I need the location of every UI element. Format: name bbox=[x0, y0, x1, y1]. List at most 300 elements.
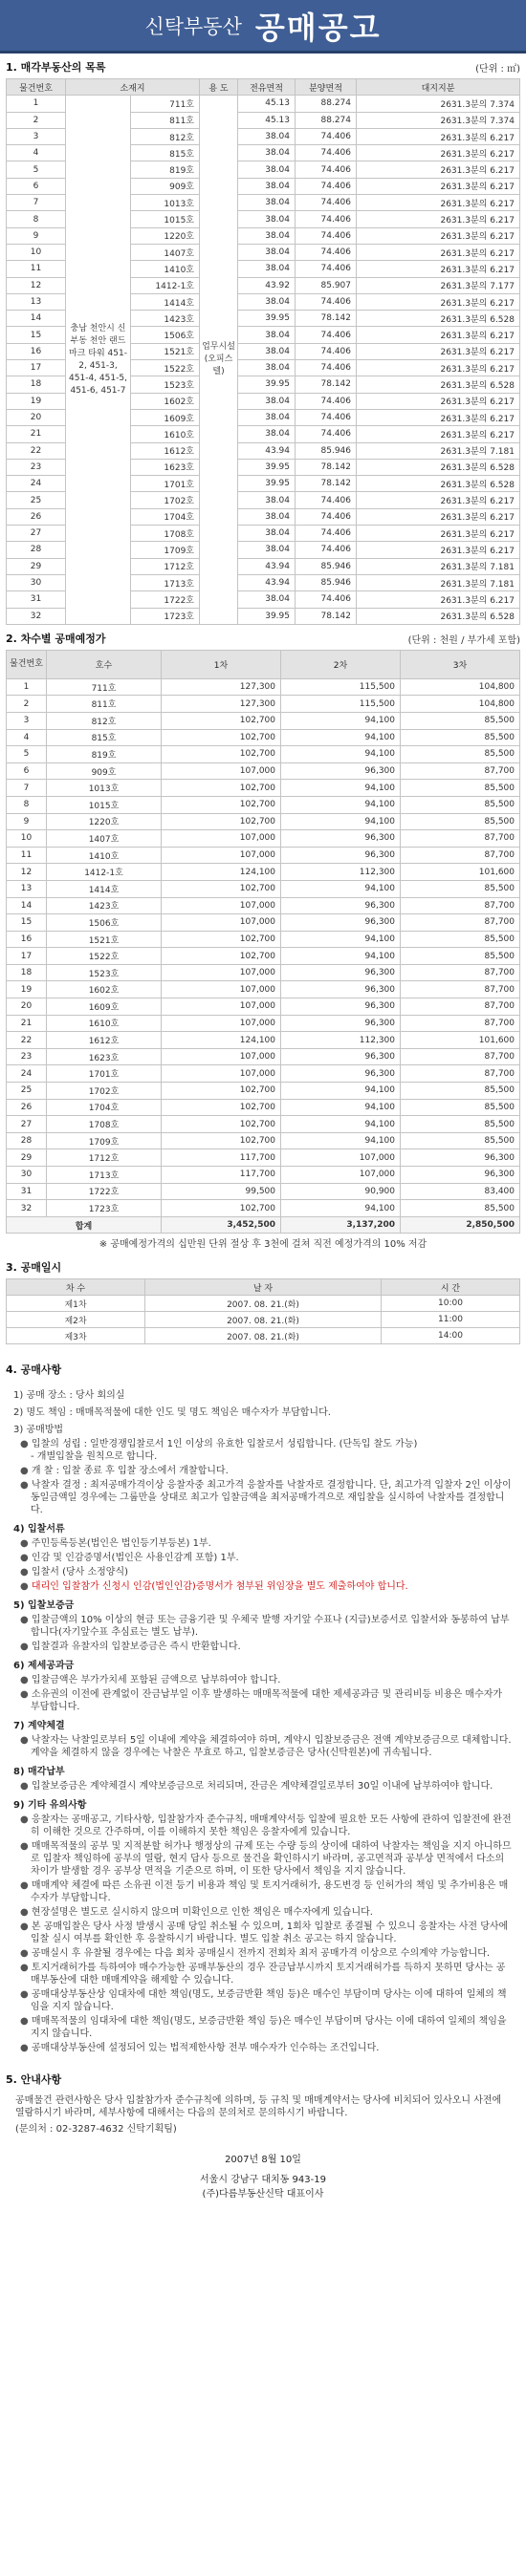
section2-heading: 2. 차수별 공매예정가 bbox=[6, 632, 106, 645]
exclusive-area-cell: 43.94 bbox=[238, 558, 296, 574]
item-number-cell: 22 bbox=[7, 1032, 47, 1049]
round2-price-cell: 96,300 bbox=[281, 964, 401, 981]
round-cell: 제1차 bbox=[7, 1296, 145, 1312]
round2-price-cell: 94,100 bbox=[281, 1116, 401, 1133]
unit-number-cell: 1410호 bbox=[131, 261, 200, 277]
table-row bbox=[7, 1099, 520, 1116]
round3-price-cell: 85,500 bbox=[401, 796, 520, 813]
terms-item: ● 낙찰자 결정 : 최저공매가격이상 응찰자중 최고가격 응찰자를 낙찰자로 결정합니다. 단, 최고가격 입찰자 2인 이상이 동일금액일 경우에는 그룹만을 상대로 최고가 입찰금액을 최저공매가격으로 재입찰을 실시하여 낙찰자를 결정합니다. bbox=[13, 1479, 513, 1516]
guidance-text: 공매물건 관련사항은 당사 입찰참가자 준수규칙에 의하며, 등 규칙 및 매매계약서는 당사에 비치되어 있사오니 사전에 열람하시기 바라며, 세부사항에 대해서는 다음의 문의처로 문의하시기 바랍니다. bbox=[15, 2095, 502, 2119]
sale-area-cell: 74.406 bbox=[296, 211, 357, 227]
location-cell: 충남 천안시 신부동 천안 랜드마크 타워 451-2, 451-3, 451-4, 451-5, 451-6, 451-7 bbox=[66, 96, 131, 625]
column-header: 호수 bbox=[47, 650, 162, 678]
terms-method-title: 3) 공매방법 bbox=[13, 1425, 64, 1436]
exclusive-area-cell: 39.95 bbox=[238, 459, 296, 475]
round3-price-cell: 85,500 bbox=[401, 1200, 520, 1217]
item-number-cell: 4 bbox=[7, 729, 47, 746]
item-number-cell: 24 bbox=[7, 1065, 47, 1083]
unit-number-cell: 819호 bbox=[47, 746, 162, 763]
round2-price-cell: 90,900 bbox=[281, 1183, 401, 1200]
sale-area-cell: 74.406 bbox=[296, 145, 357, 161]
exclusive-area-cell: 38.04 bbox=[238, 227, 296, 244]
item-number-cell: 20 bbox=[7, 998, 47, 1016]
sale-area-cell: 74.406 bbox=[296, 591, 357, 608]
exclusive-area-cell: 39.95 bbox=[238, 476, 296, 492]
sale-area-cell: 74.406 bbox=[296, 227, 357, 244]
table-row bbox=[7, 762, 520, 780]
exclusive-area-cell: 38.04 bbox=[238, 360, 296, 376]
round1-price-cell: 107,000 bbox=[162, 830, 281, 848]
land-share-cell: 2631.3분의 6.217 bbox=[357, 409, 520, 425]
sale-area-cell: 74.406 bbox=[296, 195, 357, 211]
unit-number-cell: 1407호 bbox=[131, 244, 200, 260]
unit-number-cell: 1704호 bbox=[131, 508, 200, 525]
exclusive-area-cell: 38.04 bbox=[238, 492, 296, 508]
land-share-cell: 2631.3분의 6.217 bbox=[357, 343, 520, 359]
column-header: 1차 bbox=[162, 650, 281, 678]
round1-price-cell: 107,000 bbox=[162, 1065, 281, 1083]
unit-number-cell: 1722호 bbox=[47, 1183, 162, 1200]
unit-number-cell: 1610호 bbox=[131, 426, 200, 442]
table-row bbox=[7, 830, 520, 848]
sale-area-cell: 74.406 bbox=[296, 293, 357, 310]
round2-price-cell: 115,500 bbox=[281, 696, 401, 713]
sale-area-cell: 78.142 bbox=[296, 608, 357, 624]
round3-price-cell: 85,500 bbox=[401, 729, 520, 746]
column-header: 소재지 bbox=[66, 79, 200, 96]
unit-number-cell: 1220호 bbox=[47, 813, 162, 830]
round2-price-cell: 112,300 bbox=[281, 864, 401, 881]
item-number-cell: 30 bbox=[7, 574, 66, 590]
sale-area-cell: 85.907 bbox=[296, 277, 357, 293]
unit-number-cell: 1610호 bbox=[47, 1015, 162, 1032]
item-number-cell: 3 bbox=[7, 128, 66, 144]
unit-number-cell: 711호 bbox=[47, 678, 162, 696]
item-number-cell: 21 bbox=[7, 426, 66, 442]
section2-unit: (단위 : 천원 / 부가세 포함) bbox=[407, 634, 520, 646]
item-number-cell: 18 bbox=[7, 964, 47, 981]
item-number-cell: 22 bbox=[7, 442, 66, 459]
section1-heading: 1. 매각부동산의 목록 bbox=[6, 61, 106, 74]
round1-price-cell: 102,700 bbox=[162, 780, 281, 797]
item-number-cell: 25 bbox=[7, 492, 66, 508]
land-share-cell: 2631.3분의 6.528 bbox=[357, 311, 520, 327]
round-cell: 제2차 bbox=[7, 1312, 145, 1328]
unit-number-cell: 815호 bbox=[47, 729, 162, 746]
sale-area-cell: 74.406 bbox=[296, 244, 357, 260]
property-list-section bbox=[6, 54, 520, 625]
table-row bbox=[7, 813, 520, 830]
item-number-cell: 32 bbox=[7, 1200, 47, 1217]
item-number-cell: 13 bbox=[7, 293, 66, 310]
round3-price-cell: 85,500 bbox=[401, 1083, 520, 1100]
unit-number-cell: 1412-1호 bbox=[131, 277, 200, 293]
land-share-cell: 2631.3분의 6.217 bbox=[357, 426, 520, 442]
sale-area-cell: 74.406 bbox=[296, 409, 357, 425]
table-row bbox=[7, 1116, 520, 1133]
round1-price-cell: 127,300 bbox=[162, 678, 281, 696]
unit-number-cell: 1522호 bbox=[47, 948, 162, 965]
land-share-cell: 2631.3분의 6.217 bbox=[357, 327, 520, 343]
header-banner bbox=[0, 0, 526, 54]
terms-item: ● 낙찰자는 낙찰일로부터 5일 이내에 계약을 체결하여야 하며, 계약시 입찰보증금은 전액 계약보증금으로 대체합니다. 계약을 체결하지 않을 경우에는 낙찰은 무효로 하고, 입찰보증금은 당사(신탁원본)에 귀속됩니다. bbox=[13, 1734, 513, 1759]
page-title: 공매공고 bbox=[254, 10, 382, 45]
item-number-cell: 23 bbox=[7, 1048, 47, 1065]
round2-price-cell: 94,100 bbox=[281, 1132, 401, 1149]
unit-number-cell: 1701호 bbox=[47, 1065, 162, 1083]
round3-price-cell: 96,300 bbox=[401, 1149, 520, 1167]
table-row bbox=[7, 1312, 520, 1328]
total-round1: 3,452,500 bbox=[162, 1216, 281, 1234]
total-label: 합계 bbox=[7, 1216, 162, 1234]
round2-price-cell: 96,300 bbox=[281, 981, 401, 998]
column-header: 물건번호 bbox=[7, 650, 47, 678]
round1-price-cell: 99,500 bbox=[162, 1183, 281, 1200]
terms-item: ● 입찰보증금은 계약체결시 계약보증금으로 처리되며, 잔금은 계약체결일로부터 30일 이내에 납부하여야 합니다. bbox=[13, 1780, 513, 1792]
terms-item: ● 공매대상부동산상 임대차에 대한 책임(명도, 보증금반환 책임 등)은 매수인 부담이며 당사는 이에 대하여 일체의 책임을 지지 않습니다. bbox=[13, 1988, 513, 2013]
round2-price-cell: 94,100 bbox=[281, 1099, 401, 1116]
round3-price-cell: 87,700 bbox=[401, 964, 520, 981]
round1-price-cell: 102,700 bbox=[162, 931, 281, 948]
item-number-cell: 28 bbox=[7, 542, 66, 558]
sale-area-cell: 74.406 bbox=[296, 161, 357, 178]
company-address: 서울시 강남구 대치동 943-19 bbox=[200, 2175, 326, 2186]
item-number-cell: 1 bbox=[7, 96, 66, 112]
item-number-cell: 14 bbox=[7, 311, 66, 327]
guidance-section bbox=[6, 2066, 520, 2139]
sale-area-cell: 78.142 bbox=[296, 376, 357, 393]
sale-area-cell: 74.406 bbox=[296, 128, 357, 144]
table-row bbox=[7, 1328, 520, 1344]
round3-price-cell: 85,500 bbox=[401, 948, 520, 965]
item-number-cell: 7 bbox=[7, 780, 47, 797]
terms-item: ● 입찰금액의 10% 이상의 현금 또는 금융기관 및 우체국 발행 자기앞 수표나 (지급)보증서로 입찰서와 동봉하여 납부합니다(자기앞수표 추심료는 별도 납부). bbox=[13, 1614, 513, 1639]
unit-number-cell: 1522호 bbox=[131, 360, 200, 376]
land-share-cell: 2631.3분의 6.217 bbox=[357, 393, 520, 409]
item-number-cell: 23 bbox=[7, 459, 66, 475]
round1-price-cell: 102,700 bbox=[162, 1200, 281, 1217]
exclusive-area-cell: 43.94 bbox=[238, 442, 296, 459]
round2-price-cell: 94,100 bbox=[281, 880, 401, 897]
date-cell: 2007. 08. 21.(화) bbox=[145, 1296, 382, 1312]
footer bbox=[0, 2153, 526, 2201]
terms-delivery: 2) 명도 책임 : 매매목적물에 대한 인도 및 명도 책임은 매수자가 부담합니다. bbox=[13, 1407, 331, 1419]
company-name: 신탁부동산 bbox=[144, 15, 242, 38]
unit-number-cell: 1013호 bbox=[131, 195, 200, 211]
round2-price-cell: 94,100 bbox=[281, 729, 401, 746]
unit-number-cell: 1506호 bbox=[47, 914, 162, 932]
round3-price-cell: 104,800 bbox=[401, 678, 520, 696]
total-round2: 3,137,200 bbox=[281, 1216, 401, 1234]
sale-area-cell: 78.142 bbox=[296, 476, 357, 492]
round2-price-cell: 94,100 bbox=[281, 780, 401, 797]
auction-schedule-section bbox=[6, 1254, 520, 1344]
round2-price-cell: 96,300 bbox=[281, 897, 401, 914]
unit-number-cell: 815호 bbox=[131, 145, 200, 161]
sale-area-cell: 74.406 bbox=[296, 178, 357, 194]
round1-price-cell: 102,700 bbox=[162, 729, 281, 746]
exclusive-area-cell: 38.04 bbox=[238, 508, 296, 525]
land-share-cell: 2631.3분의 6.528 bbox=[357, 476, 520, 492]
unit-number-cell: 1602호 bbox=[131, 393, 200, 409]
sale-area-cell: 85.946 bbox=[296, 574, 357, 590]
unit-number-cell: 1407호 bbox=[47, 830, 162, 848]
table-row bbox=[7, 1015, 520, 1032]
round1-price-cell: 102,700 bbox=[162, 712, 281, 729]
sale-area-cell: 74.406 bbox=[296, 393, 357, 409]
unit-number-cell: 1708호 bbox=[131, 526, 200, 542]
terms-caution-title: 9) 기타 유의사항 bbox=[13, 1800, 87, 1812]
item-number-cell: 11 bbox=[7, 847, 47, 864]
item-number-cell: 31 bbox=[7, 591, 66, 608]
round1-price-cell: 102,700 bbox=[162, 1099, 281, 1116]
round3-price-cell: 87,700 bbox=[401, 981, 520, 998]
round1-price-cell: 107,000 bbox=[162, 1015, 281, 1032]
terms-item: ● 주민등록등본(법인은 법인등기부등본) 1부. bbox=[13, 1537, 513, 1550]
round2-price-cell: 96,300 bbox=[281, 847, 401, 864]
item-number-cell: 31 bbox=[7, 1183, 47, 1200]
land-share-cell: 2631.3분의 6.217 bbox=[357, 244, 520, 260]
land-share-cell: 2631.3분의 7.374 bbox=[357, 96, 520, 112]
unit-number-cell: 1423호 bbox=[131, 311, 200, 327]
round3-price-cell: 87,700 bbox=[401, 914, 520, 932]
table-row bbox=[7, 998, 520, 1016]
round2-price-cell: 96,300 bbox=[281, 830, 401, 848]
round3-price-cell: 85,500 bbox=[401, 780, 520, 797]
item-number-cell: 29 bbox=[7, 558, 66, 574]
exclusive-area-cell: 38.04 bbox=[238, 526, 296, 542]
unit-number-cell: 1523호 bbox=[131, 376, 200, 393]
price-schedule-section bbox=[6, 625, 520, 1255]
land-share-cell: 2631.3분의 6.217 bbox=[357, 128, 520, 144]
round1-price-cell: 102,700 bbox=[162, 1083, 281, 1100]
unit-number-cell: 1623호 bbox=[131, 459, 200, 475]
land-share-cell: 2631.3분의 6.217 bbox=[357, 211, 520, 227]
round2-price-cell: 96,300 bbox=[281, 1065, 401, 1083]
column-header: 대지지분 bbox=[357, 79, 520, 96]
column-header: 시 간 bbox=[382, 1279, 520, 1296]
unit-number-cell: 1713호 bbox=[131, 574, 200, 590]
round3-price-cell: 85,500 bbox=[401, 931, 520, 948]
table-row bbox=[7, 1032, 520, 1049]
item-number-cell: 10 bbox=[7, 244, 66, 260]
exclusive-area-cell: 43.94 bbox=[238, 574, 296, 590]
table-row bbox=[7, 746, 520, 763]
round3-price-cell: 87,700 bbox=[401, 1048, 520, 1065]
land-share-cell: 2631.3분의 6.217 bbox=[357, 508, 520, 525]
item-number-cell: 14 bbox=[7, 897, 47, 914]
exclusive-area-cell: 38.04 bbox=[238, 261, 296, 277]
round3-price-cell: 87,700 bbox=[401, 830, 520, 848]
unit-number-cell: 1506호 bbox=[131, 327, 200, 343]
item-number-cell: 9 bbox=[7, 227, 66, 244]
exclusive-area-cell: 38.04 bbox=[238, 542, 296, 558]
item-number-cell: 12 bbox=[7, 864, 47, 881]
round2-price-cell: 107,000 bbox=[281, 1167, 401, 1184]
company-signature: (주)다름부동산신탁 대표이사 bbox=[202, 2189, 324, 2200]
unit-number-cell: 1414호 bbox=[47, 880, 162, 897]
table-row bbox=[7, 897, 520, 914]
sale-area-cell: 74.406 bbox=[296, 508, 357, 525]
unit-number-cell: 1712호 bbox=[47, 1149, 162, 1167]
terms-item: ● 입찰금액은 부가가치세 포함된 금액으로 납부하여야 합니다. bbox=[13, 1674, 513, 1686]
unit-number-cell: 1712호 bbox=[131, 558, 200, 574]
exclusive-area-cell: 38.04 bbox=[238, 195, 296, 211]
unit-number-cell: 1612호 bbox=[47, 1032, 162, 1049]
exclusive-area-cell: 38.04 bbox=[238, 327, 296, 343]
land-share-cell: 2631.3분의 6.217 bbox=[357, 492, 520, 508]
table-row bbox=[7, 712, 520, 729]
item-number-cell: 2 bbox=[7, 112, 66, 128]
unit-number-cell: 909호 bbox=[47, 762, 162, 780]
terms-item: ● 매매목적물의 임대차에 대한 책임(명도, 보증금반환 책임 등)은 매수인 부담이며 당사는 이에 대하여 일체의 책임을 지지 않습니다. bbox=[13, 2015, 513, 2040]
land-share-cell: 2631.3분의 6.528 bbox=[357, 608, 520, 624]
unit-number-cell: 1709호 bbox=[47, 1132, 162, 1149]
item-number-cell: 32 bbox=[7, 608, 66, 624]
item-number-cell: 2 bbox=[7, 696, 47, 713]
exclusive-area-cell: 38.04 bbox=[238, 393, 296, 409]
terms-item-warning: ● 대리인 입찰참가 신청시 인감(법인인감)증명서가 첨부된 위임장을 별도 제출하여야 합니다. bbox=[13, 1580, 513, 1593]
price-note: ※ 공매예정가격의 십만원 단위 절상 후 3천에 걸쳐 직전 예정가격의 10% 저감 bbox=[99, 1239, 427, 1251]
item-number-cell: 5 bbox=[7, 161, 66, 178]
exclusive-area-cell: 38.04 bbox=[238, 244, 296, 260]
round1-price-cell: 107,000 bbox=[162, 847, 281, 864]
round1-price-cell: 102,700 bbox=[162, 813, 281, 830]
round3-price-cell: 85,500 bbox=[401, 1099, 520, 1116]
table-row bbox=[7, 914, 520, 932]
item-number-cell: 1 bbox=[7, 678, 47, 696]
sale-area-cell: 74.406 bbox=[296, 542, 357, 558]
terms-item: ● 공매대상부동산에 설정되어 있는 법적제한사항 전부 매수자가 인수하는 조건입니다. bbox=[13, 2042, 513, 2054]
item-number-cell: 15 bbox=[7, 914, 47, 932]
round2-price-cell: 94,100 bbox=[281, 1083, 401, 1100]
unit-number-cell: 1521호 bbox=[47, 931, 162, 948]
item-number-cell: 12 bbox=[7, 277, 66, 293]
terms-item: ● 입찰결과 유찰자의 입찰보증금은 즉시 반환합니다. bbox=[13, 1641, 513, 1653]
round2-price-cell: 94,100 bbox=[281, 931, 401, 948]
terms-venue: 1) 공매 장소 : 당사 회의실 bbox=[13, 1390, 125, 1402]
sale-area-cell: 74.406 bbox=[296, 327, 357, 343]
round1-price-cell: 107,000 bbox=[162, 981, 281, 998]
section5-heading: 5. 안내사항 bbox=[6, 2073, 62, 2087]
round1-price-cell: 107,000 bbox=[162, 762, 281, 780]
sale-area-cell: 74.406 bbox=[296, 343, 357, 359]
round1-price-cell: 102,700 bbox=[162, 796, 281, 813]
table-row bbox=[7, 948, 520, 965]
round2-price-cell: 112,300 bbox=[281, 1032, 401, 1049]
sale-area-cell: 85.946 bbox=[296, 442, 357, 459]
land-share-cell: 2631.3분의 6.217 bbox=[357, 542, 520, 558]
sale-area-cell: 78.142 bbox=[296, 459, 357, 475]
terms-item: ● 매매계약 체결에 따른 소유권 이전 등기 비용과 책임 및 토지거래허가, 용도변경 등 인허가의 책임 및 추가비용은 매수자가 부담합니다. bbox=[13, 1879, 513, 1904]
land-share-cell: 2631.3분의 6.217 bbox=[357, 261, 520, 277]
land-share-cell: 2631.3분의 6.217 bbox=[357, 161, 520, 178]
exclusive-area-cell: 39.95 bbox=[238, 376, 296, 393]
terms-item: ● 인감 및 인감증명서(법인은 사용인감계 포함) 1부. bbox=[13, 1552, 513, 1564]
unit-number-cell: 1410호 bbox=[47, 847, 162, 864]
section4-heading: 4. 공매사항 bbox=[6, 1363, 62, 1377]
round3-price-cell: 87,700 bbox=[401, 998, 520, 1016]
exclusive-area-cell: 38.04 bbox=[238, 591, 296, 608]
exclusive-area-cell: 38.04 bbox=[238, 161, 296, 178]
unit-number-cell: 1709호 bbox=[131, 542, 200, 558]
round2-price-cell: 96,300 bbox=[281, 1015, 401, 1032]
land-share-cell: 2631.3분의 7.181 bbox=[357, 574, 520, 590]
table-row bbox=[7, 981, 520, 998]
terms-item: ● 개 찰 : 입찰 종료 후 입찰 장소에서 개찰합니다. bbox=[13, 1465, 513, 1477]
column-header: 용 도 bbox=[200, 79, 238, 96]
round1-price-cell: 102,700 bbox=[162, 1132, 281, 1149]
item-number-cell: 11 bbox=[7, 261, 66, 277]
item-number-cell: 26 bbox=[7, 1099, 47, 1116]
round3-price-cell: 85,500 bbox=[401, 746, 520, 763]
item-number-cell: 5 bbox=[7, 746, 47, 763]
item-number-cell: 30 bbox=[7, 1167, 47, 1184]
round3-price-cell: 85,500 bbox=[401, 880, 520, 897]
exclusive-area-cell: 38.04 bbox=[238, 293, 296, 310]
land-share-cell: 2631.3분의 6.217 bbox=[357, 293, 520, 310]
sale-area-cell: 74.406 bbox=[296, 261, 357, 277]
time-cell: 10:00 bbox=[382, 1296, 520, 1312]
exclusive-area-cell: 38.04 bbox=[238, 211, 296, 227]
table-row bbox=[7, 931, 520, 948]
table-row bbox=[7, 864, 520, 881]
item-number-cell: 15 bbox=[7, 327, 66, 343]
round2-price-cell: 96,300 bbox=[281, 762, 401, 780]
unit-number-cell: 1708호 bbox=[47, 1116, 162, 1133]
round3-price-cell: 87,700 bbox=[401, 1065, 520, 1083]
time-cell: 11:00 bbox=[382, 1312, 520, 1328]
round2-price-cell: 96,300 bbox=[281, 914, 401, 932]
terms-item: ● 본 공매입찰은 당사 사정 발생시 공매 당일 취소될 수 있으며, 1회차 입찰로 종결될 수 있으니 응찰자는 사전 당사에 입찰 실시 여부를 확인한 후 응찰하시기 바랍니다. 별도 입찰 취소 공고는 하지 않습니다. bbox=[13, 1921, 513, 1945]
item-number-cell: 17 bbox=[7, 360, 66, 376]
table-row bbox=[7, 1167, 520, 1184]
item-number-cell: 27 bbox=[7, 526, 66, 542]
table-row bbox=[7, 796, 520, 813]
sale-area-cell: 85.946 bbox=[296, 558, 357, 574]
column-header: 2차 bbox=[281, 650, 401, 678]
item-number-cell: 3 bbox=[7, 712, 47, 729]
unit-number-cell: 1612호 bbox=[131, 442, 200, 459]
item-number-cell: 4 bbox=[7, 145, 66, 161]
land-share-cell: 2631.3분의 6.217 bbox=[357, 360, 520, 376]
land-share-cell: 2631.3분의 7.374 bbox=[357, 112, 520, 128]
table-row bbox=[7, 1065, 520, 1083]
round1-price-cell: 107,000 bbox=[162, 998, 281, 1016]
table-row bbox=[7, 1132, 520, 1149]
table-row bbox=[7, 780, 520, 797]
item-number-cell: 9 bbox=[7, 813, 47, 830]
round1-price-cell: 117,700 bbox=[162, 1167, 281, 1184]
round1-price-cell: 107,000 bbox=[162, 964, 281, 981]
column-header: 전유면적 bbox=[238, 79, 296, 96]
sale-area-cell: 88.274 bbox=[296, 96, 357, 112]
item-number-cell: 19 bbox=[7, 393, 66, 409]
item-number-cell: 26 bbox=[7, 508, 66, 525]
round3-price-cell: 87,700 bbox=[401, 1015, 520, 1032]
unit-number-cell: 812호 bbox=[47, 712, 162, 729]
date-cell: 2007. 08. 21.(화) bbox=[145, 1328, 382, 1344]
terms-item: ● 현장설명은 별도로 실시하지 않으며 미확인으로 인한 책임은 매수자에게 있습니다. bbox=[13, 1906, 513, 1919]
sale-area-cell: 74.406 bbox=[296, 492, 357, 508]
round2-price-cell: 94,100 bbox=[281, 796, 401, 813]
time-cell: 14:00 bbox=[382, 1328, 520, 1344]
table-row bbox=[7, 696, 520, 713]
item-number-cell: 8 bbox=[7, 796, 47, 813]
exclusive-area-cell: 38.04 bbox=[238, 426, 296, 442]
item-number-cell: 29 bbox=[7, 1149, 47, 1167]
price-schedule-table bbox=[6, 650, 520, 1234]
